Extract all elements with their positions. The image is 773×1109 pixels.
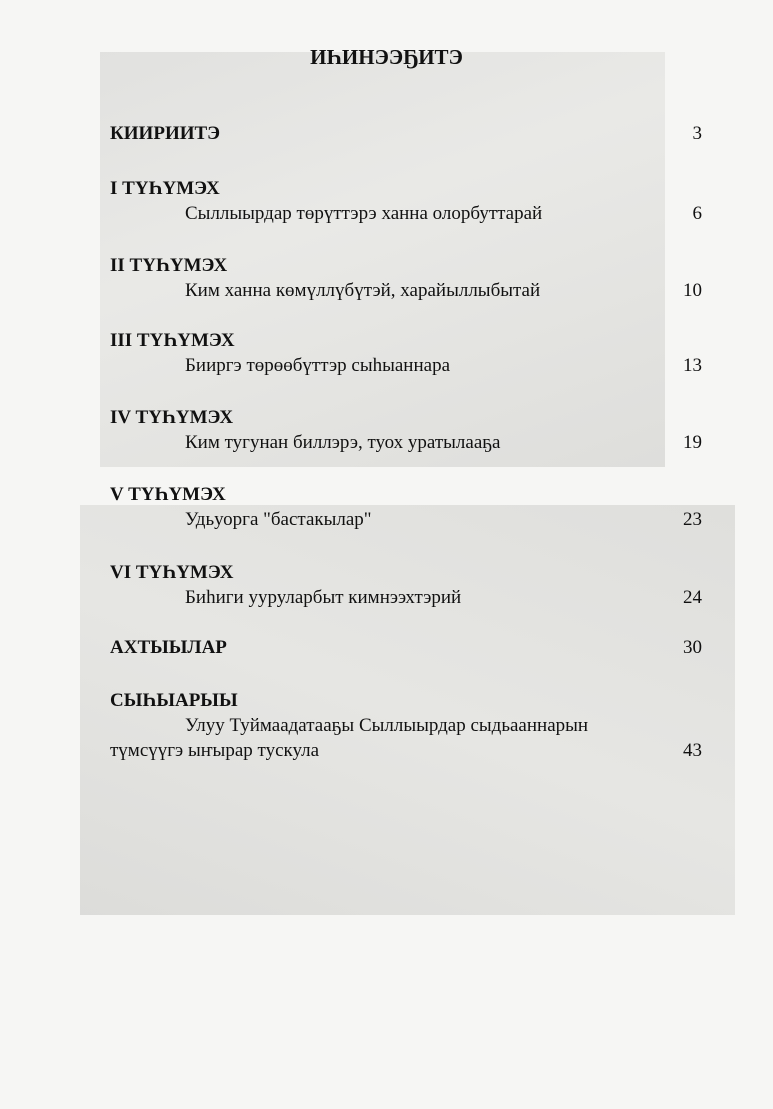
chapter-page-number: 10 [683,280,702,301]
chapter-title: IV ТҮҺҮМЭХ [110,407,234,428]
toc-appendix-page: 30 [683,637,702,658]
toc-appendix-title: АХТЫЫЛАР [110,637,227,658]
toc-intro-page: 3 [692,123,702,144]
chapter-page-number: 6 [692,203,702,224]
chapter-title: VI ТҮҺҮМЭХ [110,562,234,583]
toc-chapter-3-entry [0,355,773,385]
chapter-title: II ТҮҺҮМЭХ [110,255,228,276]
toc-chapter-4-entry [0,432,773,462]
chapter-entry-text: Сыллыырдар төрүттэрэ ханна олорбуттарай [185,203,543,224]
chapter-entry-text: Удьуорга "бастакылар" [185,509,372,530]
toc-intro-title: КИИРИИТЭ [110,123,221,144]
toc-supplement-page: 43 [683,740,702,761]
toc-chapter-5-entry [0,509,773,539]
chapter-page-number: 24 [683,587,702,608]
chapter-title: I ТҮҺҮМЭХ [110,178,220,199]
chapter-entry-text: Биһиги ууруларбыт кимнээхтэрий [185,587,462,608]
chapter-page-number: 23 [683,509,702,530]
toc-supplement-text-2: түмсүүгэ ыҥырар тускула [110,740,320,761]
chapter-entry-text: Ким ханна көмүллүбүтэй, харайыллыбытай [185,280,541,301]
chapter-entry-text: Ким тугунан биллэрэ, туох уратылааҕа [185,432,501,453]
toc-chapter-1-entry [0,203,773,233]
toc-chapter-6-entry [0,587,773,617]
toc-appendix [0,637,773,667]
toc-supplement-text-1: Улуу Туймаадатааҕы Сыллыырдар сыдьааннарын [185,715,589,736]
chapter-title: V ТҮҺҮМЭХ [110,484,226,505]
chapter-entry-text: Бииргэ төрөөбүттэр сыһыаннара [185,355,450,376]
toc-supplement-line-2 [0,740,773,770]
chapter-title: III ТҮҺҮМЭХ [110,330,235,351]
toc-chapter-2-entry [0,280,773,310]
chapter-page-number: 19 [683,432,702,453]
page-title: ИҺИНЭЭҔИТЭ [310,45,463,69]
chapter-page-number: 13 [683,355,702,376]
toc-intro [0,123,773,153]
toc-supplement-title: СЫҺЫАРЫЫ [110,690,238,711]
